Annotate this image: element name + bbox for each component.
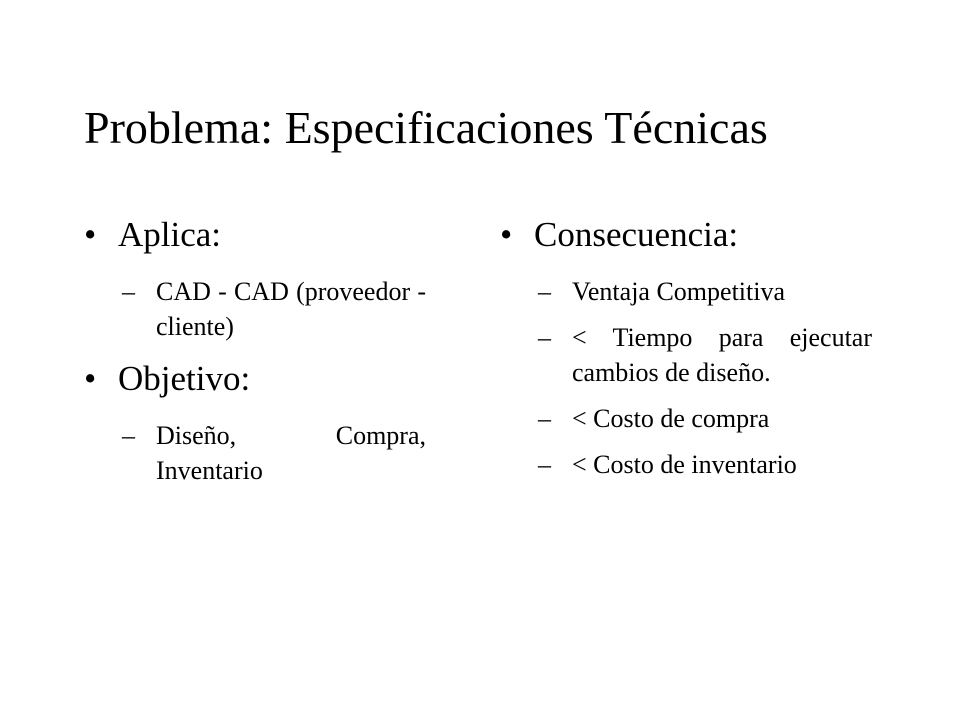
sub-list-consecuencia [500, 274, 880, 482]
dash-icon: – [122, 277, 135, 306]
sub-item-text: Ventaja Competitiva [572, 277, 786, 306]
bullet-heading: Consecuencia: [534, 215, 739, 254]
sub-item-text: < Tiempo para ejecutar cambios de diseño. [572, 323, 872, 387]
dash-icon: – [538, 277, 551, 306]
sub-list-aplica [84, 274, 426, 344]
sub-item [500, 447, 872, 482]
bullet-consecuencia [500, 214, 880, 256]
sub-item [500, 401, 872, 436]
sub-list-objetivo [84, 418, 426, 488]
dash-icon: – [538, 450, 551, 479]
dash-icon: – [122, 421, 135, 450]
bullet-dot-icon: • [84, 359, 97, 398]
bullet-heading: Aplica: [118, 215, 222, 254]
bullet-dot-icon: • [84, 215, 97, 254]
sub-item-text: < Costo de inventario [572, 450, 797, 479]
bullet-dot-icon: • [500, 215, 513, 254]
sub-item [84, 274, 426, 344]
sub-item-text: < Costo de compra [572, 404, 770, 433]
dash-icon: – [538, 404, 551, 433]
sub-item-text: CAD - CAD (proveedor - cliente) [156, 277, 426, 341]
bullet-objetivo [84, 358, 414, 400]
right-column [500, 214, 880, 496]
left-column [84, 214, 426, 502]
sub-item [84, 418, 426, 488]
bullet-aplica [84, 214, 414, 256]
bullet-heading: Objetivo: [118, 359, 251, 398]
sub-item [500, 274, 872, 309]
slide-title: Problema: Especificaciones Técnicas [84, 102, 768, 153]
sub-item [500, 320, 872, 390]
dash-icon: – [538, 323, 551, 352]
sub-item-text: Diseño, Compra, Inventario [156, 421, 426, 485]
